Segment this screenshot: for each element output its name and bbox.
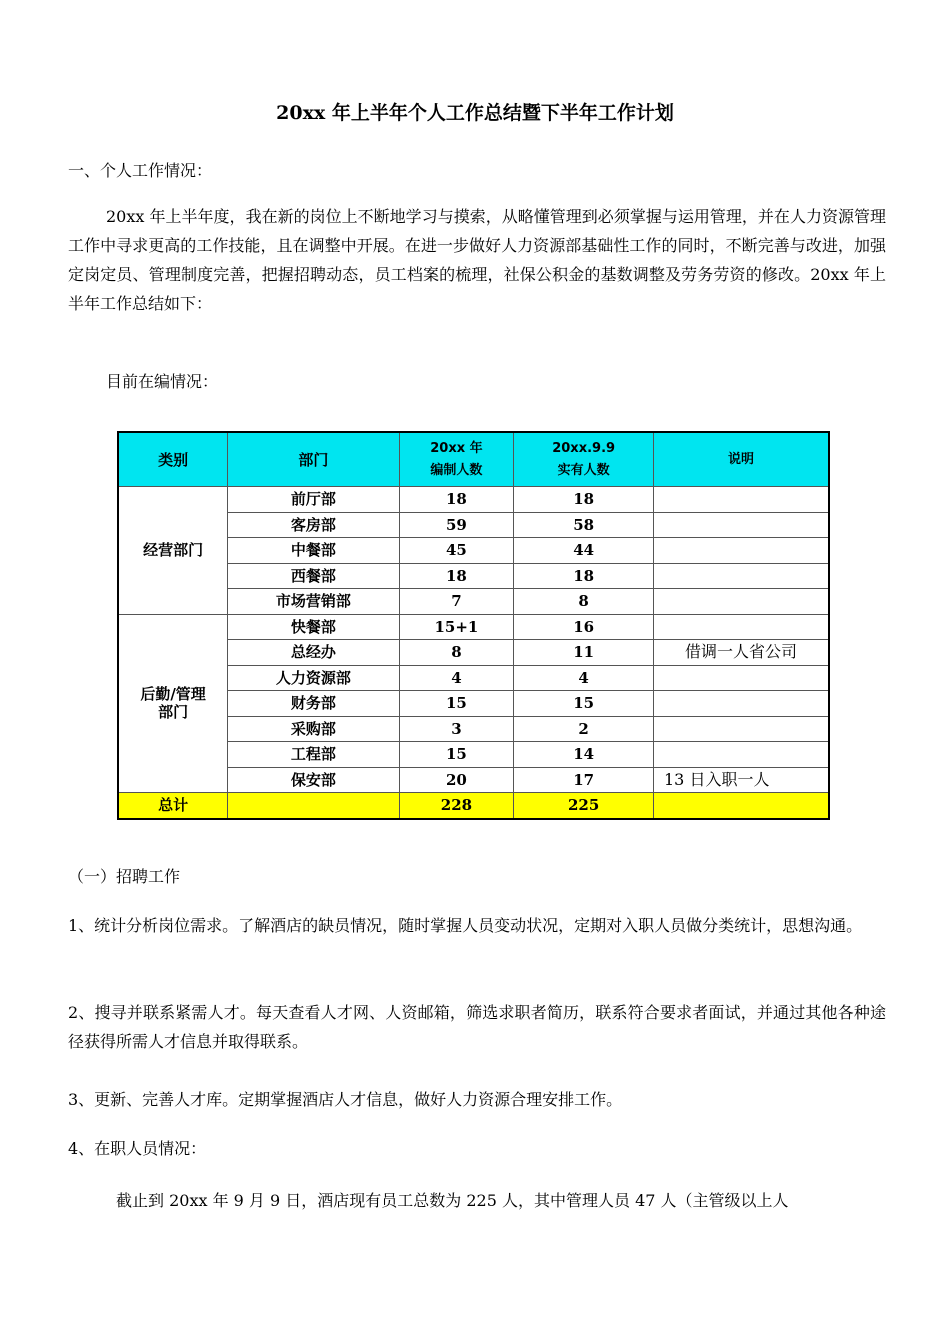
total-row (118, 793, 829, 819)
actual-cell: 4 (514, 665, 654, 691)
total-actual: 225 (514, 793, 654, 819)
dept-cell: 保安部 (228, 767, 399, 793)
recruit-heading: （一）招聘工作 (68, 867, 181, 886)
actual-cell: 11 (514, 640, 654, 666)
dept-cell: 前厅部 (228, 487, 399, 513)
actual-cell: 44 (514, 538, 654, 564)
planned-cell: 15 (399, 691, 514, 717)
header-department: 部门 (228, 432, 399, 487)
note-cell: 借调一人省公司 (654, 640, 830, 666)
planned-cell: 4 (399, 665, 514, 691)
dept-cell: 人力资源部 (228, 665, 399, 691)
planned-cell: 18 (399, 563, 514, 589)
intro-paragraph: 20xx 年上半年度，我在新的岗位上不断地学习与摸索，从略懂管理到必须掌握与运用管理，并在人力资源管理工作中寻求更高的工作技能，且在调整中开展。在进一步做好人力资源部基础性工作的同时，不断完善与改进，加强定岗定员、管理制度完善，把握招聘动态，员工档案的梳理，社保公积金的基数调整及劳务劳资的修改。20xx 年上半年工作总结如下： (68, 207, 886, 313)
table-row (118, 614, 829, 640)
note-cell (654, 614, 830, 640)
note-cell (654, 742, 830, 768)
table-header-row (118, 432, 829, 487)
actual-cell: 2 (514, 716, 654, 742)
planned-cell: 8 (399, 640, 514, 666)
header-planned: 20xx 年 编制人数 (399, 432, 514, 487)
planned-cell: 15+1 (399, 614, 514, 640)
dept-cell: 快餐部 (228, 614, 399, 640)
list-item: 2、搜寻并联系紧需人才。每天查看人才网、人资邮箱，筛选求职者简历，联系符合要求者面试，并通过其他各种途径获得所需人才信息并取得联系。 (68, 1003, 886, 1051)
dept-cell: 市场营销部 (228, 589, 399, 615)
actual-cell: 8 (514, 589, 654, 615)
planned-cell: 7 (399, 589, 514, 615)
note-cell (654, 538, 830, 564)
last-paragraph-line: 截止到 20xx 年 9 月 9 日，酒店现有员工总数为 225 人，其中管理人员 47 人（主管级以上人 (116, 1191, 789, 1210)
planned-cell: 3 (399, 716, 514, 742)
note-cell (654, 589, 830, 615)
note-cell: 13 日入职一人 (654, 767, 830, 793)
list-item: 4、在职人员情况： (68, 1139, 207, 1158)
list-item: 3、更新、完善人才库。定期掌握酒店人才信息，做好人力资源合理安排工作。 (68, 1090, 623, 1109)
actual-cell: 14 (514, 742, 654, 768)
planned-cell: 59 (399, 512, 514, 538)
actual-cell: 15 (514, 691, 654, 717)
planned-cell: 45 (399, 538, 514, 564)
actual-cell: 58 (514, 512, 654, 538)
header-note: 说明 (654, 432, 830, 487)
category-cell: 后勤/管理 部门 (118, 614, 228, 793)
actual-cell: 18 (514, 487, 654, 513)
header-actual: 20xx.9.9 实有人数 (514, 432, 654, 487)
section-heading: 一、个人工作情况： (68, 161, 213, 180)
dept-cell: 中餐部 (228, 538, 399, 564)
actual-cell: 17 (514, 767, 654, 793)
staffing-label: 目前在编情况： (106, 372, 219, 391)
staffing-table (117, 431, 830, 820)
dept-cell: 工程部 (228, 742, 399, 768)
dept-cell: 客房部 (228, 512, 399, 538)
note-cell (654, 691, 830, 717)
total-empty (228, 793, 399, 819)
total-planned: 228 (399, 793, 514, 819)
dept-cell: 采购部 (228, 716, 399, 742)
planned-cell: 15 (399, 742, 514, 768)
dept-cell: 西餐部 (228, 563, 399, 589)
note-cell (654, 487, 830, 513)
note-cell (654, 716, 830, 742)
total-note (654, 793, 830, 819)
page-title: 20xx 年上半年个人工作总结暨下半年工作计划 (276, 102, 674, 124)
planned-cell: 20 (399, 767, 514, 793)
total-label: 总计 (118, 793, 228, 819)
header-category: 类别 (118, 432, 228, 487)
category-cell: 经营部门 (118, 487, 228, 615)
actual-cell: 18 (514, 563, 654, 589)
table-row (118, 487, 829, 513)
planned-cell: 18 (399, 487, 514, 513)
list-item: 1、统计分析岗位需求。了解酒店的缺员情况，随时掌握人员变动状况，定期对入职人员做分类统计，思想沟通。 (68, 916, 863, 935)
note-cell (654, 563, 830, 589)
actual-cell: 16 (514, 614, 654, 640)
dept-cell: 总经办 (228, 640, 399, 666)
note-cell (654, 512, 830, 538)
note-cell (654, 665, 830, 691)
dept-cell: 财务部 (228, 691, 399, 717)
